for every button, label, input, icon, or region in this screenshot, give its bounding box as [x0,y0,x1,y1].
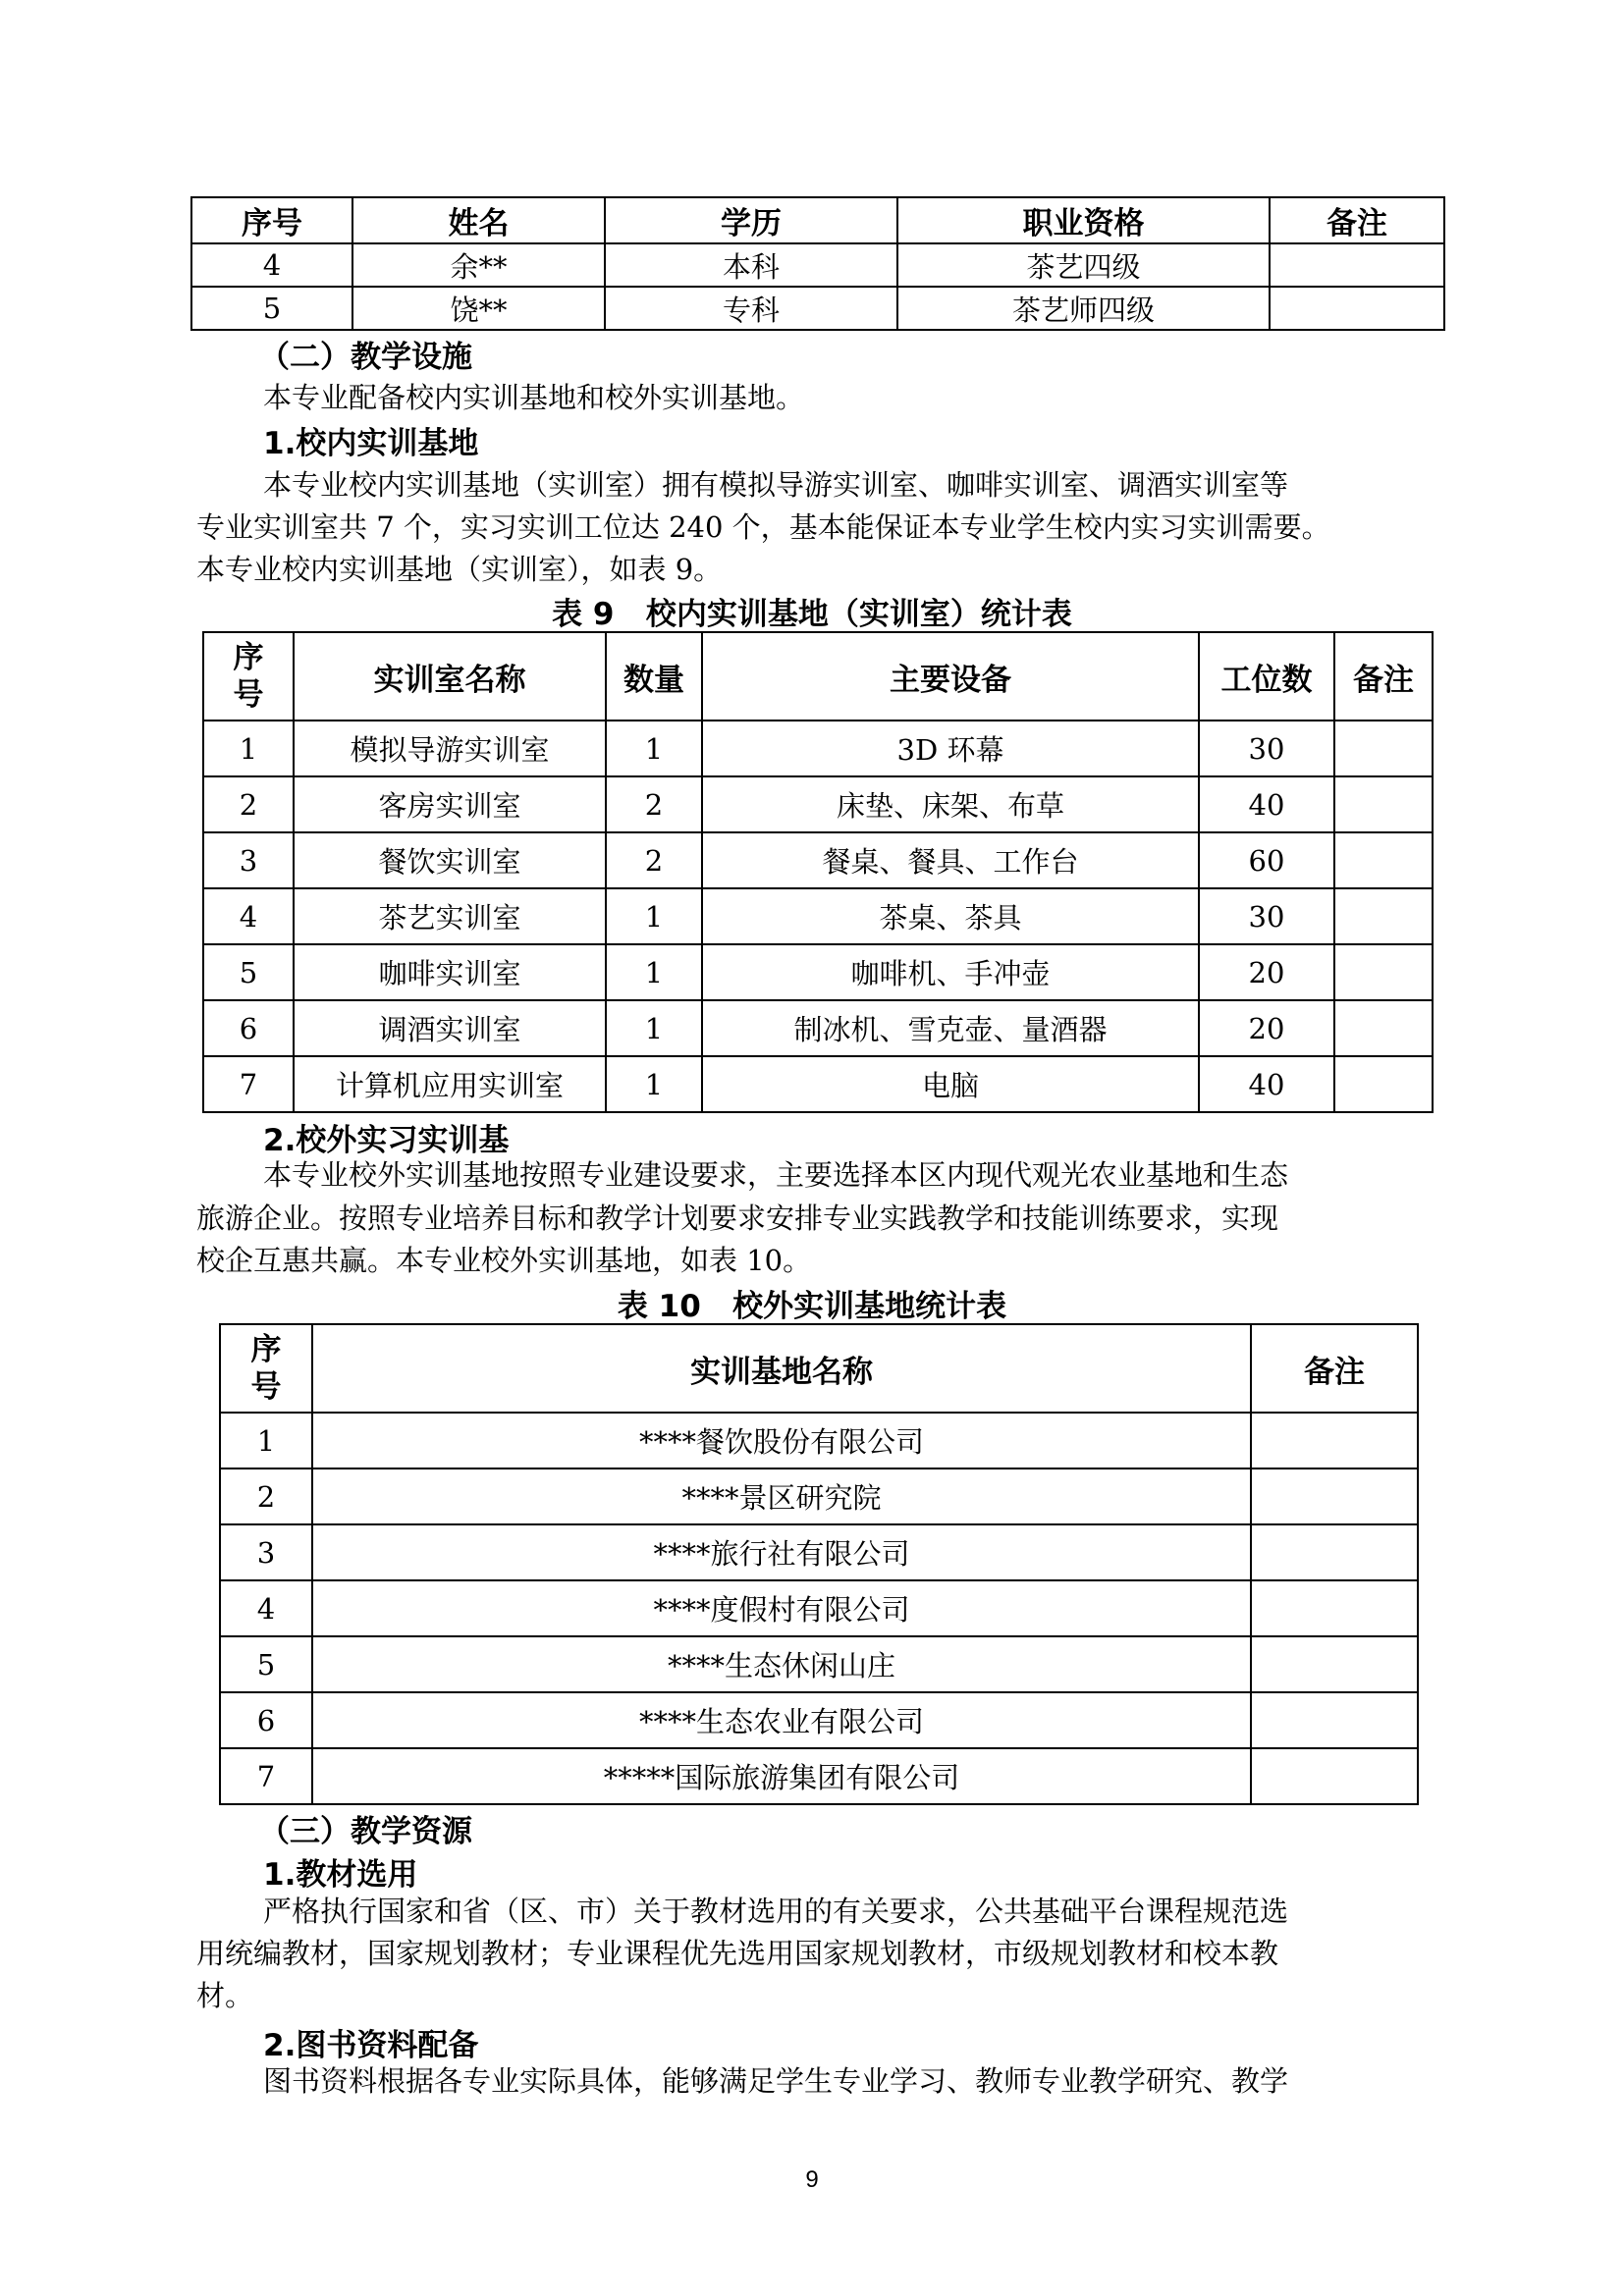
table-cell: 饶** [352,287,605,330]
table-cell: 2 [606,776,702,832]
table-cell [1334,888,1433,944]
table-cell: 调酒实训室 [294,1000,606,1056]
section-heading-resources: （三）教学资源 [259,1814,472,1849]
paragraph-line: 严格执行国家和省（区、市）关于教材选用的有关要求，公共基础平台课程规范选 [263,1895,1289,1928]
subheading-onsite-base: 1.校内实训基地 [263,426,479,461]
paragraph-line: 材。 [196,1979,254,2012]
header-cell: 实训基地名称 [312,1324,1251,1413]
paragraph-line: 图书资料根据各专业实际具体，能够满足学生专业学习、教师专业教学研究、教学 [263,2064,1289,2098]
subheading-textbooks: 1.教材选用 [263,1857,418,1893]
header-cell: 序 号 [203,632,294,721]
table-cell: 本科 [605,243,897,287]
table-cell: ****生态农业有限公司 [312,1692,1251,1748]
table-cell: 客房实训室 [294,776,606,832]
header-cell: 序 号 [220,1324,312,1413]
table-cell: 余** [352,243,605,287]
table-cell: 40 [1199,776,1334,832]
table-cell: 4 [203,888,294,944]
subheading-offsite-base: 2.校外实习实训基 [263,1123,510,1158]
table-cell: 1 [220,1413,312,1468]
table-cell: 30 [1199,721,1334,776]
table-cell [1334,721,1433,776]
table-cell: ****度假村有限公司 [312,1580,1251,1636]
header-cell: 备注 [1251,1324,1418,1413]
table-row [220,1524,1418,1580]
table-cell: 1 [203,721,294,776]
paragraph-line: 本专业校内实训基地（实训室）拥有模拟导游实训室、咖啡实训室、调酒实训室等 [263,468,1289,502]
table-row [203,1000,1433,1056]
table-cell: 3D 环幕 [702,721,1199,776]
table-cell: 6 [220,1692,312,1748]
paragraph-line: 校企互惠共赢。本专业校外实训基地，如表 10。 [196,1244,812,1277]
paragraph-line: 本专业校外实训基地按照专业建设要求，主要选择本区内现代观光农业基地和生态 [263,1158,1289,1192]
table-row [220,1748,1418,1804]
table-cell: 40 [1199,1056,1334,1112]
table-cell: ****景区研究院 [312,1468,1251,1524]
table-cell [1334,832,1433,888]
table-header-row [203,632,1433,721]
table-cell [1251,1580,1418,1636]
table-cell: 床垫、床架、布草 [702,776,1199,832]
subheading-library: 2.图书资料配备 [263,2028,479,2063]
table-cell: 餐饮实训室 [294,832,606,888]
table-row [203,1056,1433,1112]
table-cell: 电脑 [702,1056,1199,1112]
table-header-row [220,1324,1418,1413]
table-cell [1334,1056,1433,1112]
table-cell: 茶艺实训室 [294,888,606,944]
table-cell: 1 [606,944,702,1000]
table9-caption: 表 9 校内实训基地（实训室）统计表 [552,597,1072,632]
table-cell: 1 [606,721,702,776]
table-cell: 制冰机、雪克壶、量酒器 [702,1000,1199,1056]
table-cell [1251,1692,1418,1748]
table-row [220,1692,1418,1748]
table-cell: 咖啡实训室 [294,944,606,1000]
table-row [220,1636,1418,1692]
table-cell [1270,243,1444,287]
table-row [203,721,1433,776]
table-cell: 咖啡机、手冲壶 [702,944,1199,1000]
header-cell: 实训室名称 [294,632,606,721]
table-cell: 20 [1199,1000,1334,1056]
table-cell: 4 [220,1580,312,1636]
table-cell: ****旅行社有限公司 [312,1524,1251,1580]
header-cell: 学历 [605,197,897,243]
table-cell [1334,776,1433,832]
header-cell: 职业资格 [897,197,1270,243]
table-cell: 2 [606,832,702,888]
paragraph-line: 旅游企业。按照专业培养目标和教学计划要求安排专业实践教学和技能训练要求，实现 [196,1201,1279,1235]
table-row [203,944,1433,1000]
table-row [220,1413,1418,1468]
table-row [220,1580,1418,1636]
table-cell: ****生态休闲山庄 [312,1636,1251,1692]
table-cell [1251,1413,1418,1468]
table-row [203,832,1433,888]
table-cell [1251,1636,1418,1692]
page-number: 9 [805,2166,819,2193]
table-header-row [191,197,1444,243]
table-cell: 7 [203,1056,294,1112]
table-cell: 60 [1199,832,1334,888]
table-cell: 茶桌、茶具 [702,888,1199,944]
table-cell: 1 [606,1056,702,1112]
table-cell: 5 [203,944,294,1000]
table-row [191,243,1444,287]
table-row [220,1468,1418,1524]
table10-caption: 表 10 校外实训基地统计表 [617,1289,1007,1324]
table9-onsite-training [202,631,1434,1113]
header-cell: 姓名 [352,197,605,243]
table-cell: 20 [1199,944,1334,1000]
table-cell: 4 [191,243,352,287]
table-cell: 5 [191,287,352,330]
table-cell: 茶艺师四级 [897,287,1270,330]
table-cell: 1 [606,1000,702,1056]
table-cell [1251,1524,1418,1580]
table-cell: 2 [220,1468,312,1524]
table-cell: 模拟导游实训室 [294,721,606,776]
header-cell: 工位数 [1199,632,1334,721]
paragraph-line: 本专业校内实训基地（实训室），如表 9。 [196,553,723,586]
table-cell [1251,1468,1418,1524]
table-cell: *****国际旅游集团有限公司 [312,1748,1251,1804]
table-cell: 7 [220,1748,312,1804]
table-cell: 30 [1199,888,1334,944]
staff-table [190,196,1445,331]
table-cell [1334,1000,1433,1056]
table-cell [1334,944,1433,1000]
table-cell [1251,1748,1418,1804]
table-cell: 专科 [605,287,897,330]
table-cell: 5 [220,1636,312,1692]
header-cell: 备注 [1334,632,1433,721]
header-cell: 序号 [191,197,352,243]
paragraph-line: 专业实训室共 7 个，实习实训工位达 240 个，基本能保证本专业学生校内实习实训需要。 [196,510,1330,544]
table-cell: 1 [606,888,702,944]
table-row [203,888,1433,944]
paragraph-line: 用统编教材，国家规划教材；专业课程优先选用国家规划教材，市级规划教材和校本教 [196,1937,1279,1970]
table-cell: 6 [203,1000,294,1056]
table10-offsite-training [219,1323,1419,1805]
table-row [203,776,1433,832]
table-cell: 计算机应用实训室 [294,1056,606,1112]
table-row [191,287,1444,330]
table-cell: 3 [203,832,294,888]
header-cell: 数量 [606,632,702,721]
paragraph-intro: 本专业配备校内实训基地和校外实训基地。 [263,381,805,414]
section-heading-facilities: （二）教学设施 [259,340,472,375]
table-cell [1270,287,1444,330]
table-cell: ****餐饮股份有限公司 [312,1413,1251,1468]
header-cell: 主要设备 [702,632,1199,721]
table-cell: 餐桌、餐具、工作台 [702,832,1199,888]
header-cell: 备注 [1270,197,1444,243]
table-cell: 茶艺四级 [897,243,1270,287]
table-cell: 3 [220,1524,312,1580]
table-cell: 2 [203,776,294,832]
